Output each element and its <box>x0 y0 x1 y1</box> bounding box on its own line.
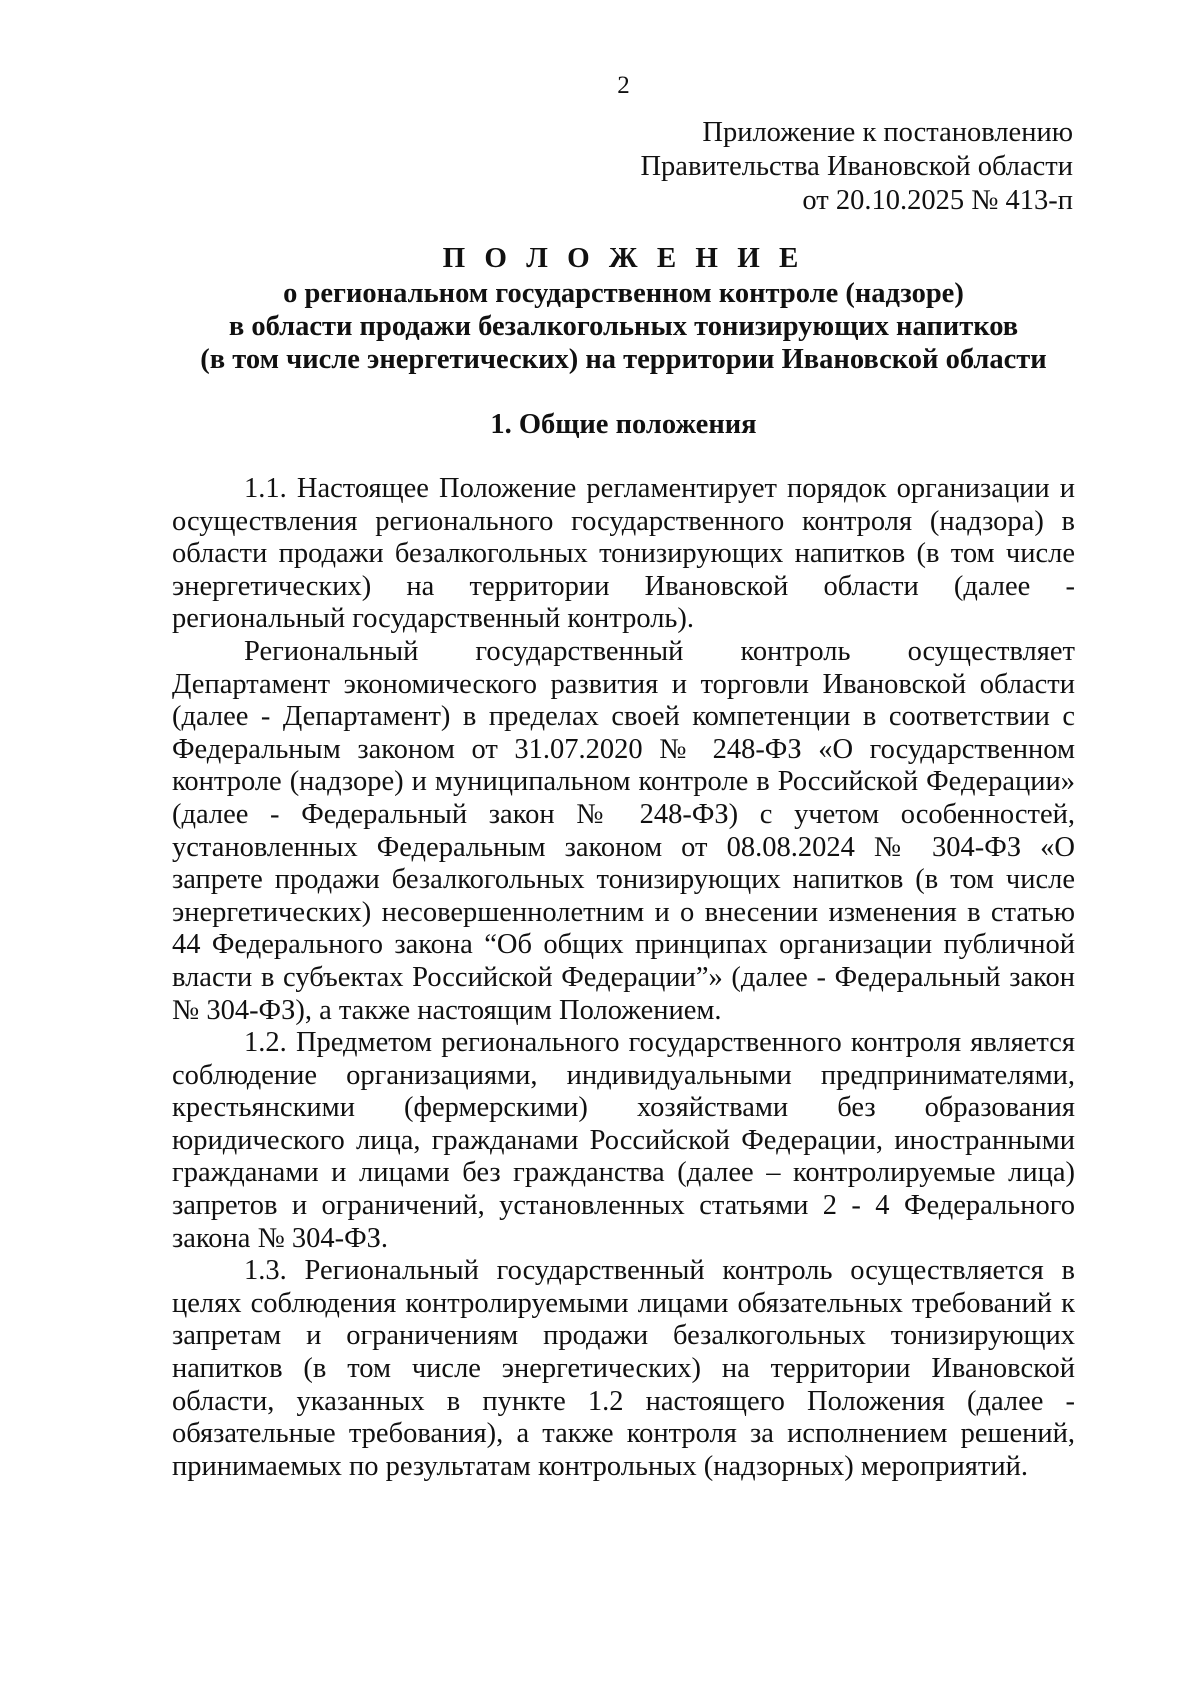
title-line-1: о региональном государственном контроле (надзоре) <box>283 278 964 309</box>
paragraph-1-1: 1.1. Настоящее Положение регламентирует порядок организации и осуществления регионального государственного контроля (надзора) в области продажи безалкогольных тонизирующих напитков (в том числе энергетических) на территории Ивановской области (далее - региональный государственный контроль). <box>172 473 1075 635</box>
paragraph-control-authority: Региональный государственный контроль осуществляет Департамент экономического развития и торговли Ивановской области (далее - Департамент) в пределах своей компетенции в соответствии с Федеральным законом от 31.07.2020 № 248-ФЗ «О государственном контроле (надзоре) и муниципальном контроле в Российской Федерации» (далее - Федеральный закон № 248-ФЗ) с учетом особенностей, установленных Федеральным законом от 08.08.2024 № 304-ФЗ «О запрете продажи безалкогольных тонизирующих напитков (в том числе энергетических) несовершеннолетним и о внесении изменения в статью 44 Федерального закона “Об общих принципах организации публичной власти в субъектах Российской Федерации”» (далее - Федеральный закон № 304-ФЗ), а также настоящим Положением. <box>172 635 1075 1026</box>
section-heading: 1. Общие положения <box>490 409 757 440</box>
title-main: П О Л О Ж Е Н И Е <box>442 242 805 274</box>
page-number: 2 <box>617 72 630 99</box>
appendix-line-2: Правительства Ивановской области <box>640 151 1073 182</box>
paragraph-1-2: 1.2. Предметом регионального государственного контроля является соблюдение организациями, индивидуальными предпринимателями, крестьянскими (фермерскими) хозяйствами без образования юридического лица, гражданами Российской Федерации, иностранными гражданами и лицами без гражданства (далее – контролируемые лица) запретов и ограничений, установленных статьями 2 - 4 Федерального закона № 304-ФЗ. <box>172 1027 1075 1254</box>
body-text <box>172 473 1075 1483</box>
appendix-reference <box>640 116 1073 218</box>
appendix-line-1: Приложение к постановлению <box>702 117 1073 148</box>
title-line-2: в области продажи безалкогольных тонизирующих напитков <box>228 311 1019 342</box>
appendix-line-3: от 20.10.2025 № 413-п <box>802 185 1073 216</box>
title-line-3: (в том числе энергетических) на территории Ивановской области <box>200 344 1047 375</box>
document-title <box>0 242 1200 376</box>
paragraph-1-3: 1.3. Региональный государственный контроль осуществляется в целях соблюдения контролируемыми лицами обязательных требований к запретам и ограничениям продажи безалкогольных тонизирующих напитков (в том числе энергетических) на территории Ивановской области, указанных в пункте 1.2 настоящего Положения (далее - обязательные требования), а также контроля за исполнением решений, принимаемых по результатам контрольных (надзорных) мероприятий. <box>172 1255 1075 1482</box>
